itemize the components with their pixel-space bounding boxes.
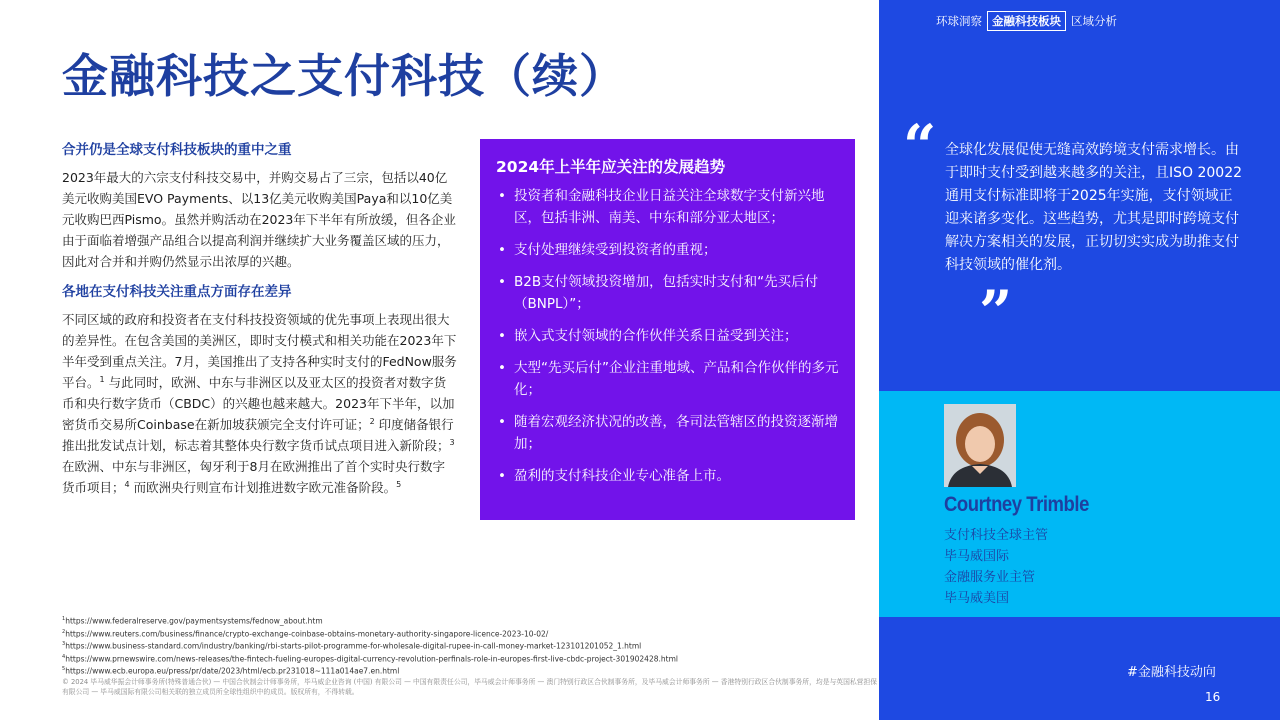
- body-part: 与此同时，欧洲、中东与非洲区以及亚太区的投资者对数字货币和央行数字货币（CBDC）的兴趣也越来越大。2023年下半年，以加密货币交易所Coinbase在新加坡获颁完全支付许可证；: [62, 375, 455, 432]
- trend-item: • 大型“先买后付”企业注重地域、产品和合作伙伴的多元化；: [496, 357, 839, 401]
- right-panel: [879, 0, 1280, 720]
- person-role: 金融服务业主管: [944, 570, 1036, 585]
- trend-item: • 投资者和金融科技企业日益关注全球数字支付新兴地区，包括非洲、南美、中东和部分亚太地区；: [496, 185, 839, 229]
- footnote: [62, 639, 862, 652]
- nav-item-fintech-sector[interactable]: 金融科技板块: [987, 11, 1066, 31]
- section-nav: [933, 11, 1120, 31]
- section-body-consolidation: 2023年最大的六宗支付科技交易中，并购交易占了三宗，包括以40亿美元收购美国EVO Payments、以13亿美元收购美国Paya和以10亿美元收购巴西Pismo。虽然并购活动在2023年下半年有所放缓，但各企业由于面临着增强产品组合以提高利润并继续扩大业务覆盖区域的压力，因此对合并和并购仍然显示出浓厚的兴趣。: [62, 170, 456, 269]
- nav-item-global-insights[interactable]: 环球洞察: [936, 14, 982, 28]
- copyright-notice: © 2024 毕马威华振会计师事务所(特殊普通合伙) — 中国合伙制会计师事务所，毕马威企业咨询 (中国) 有限公司 — 中国有限责任公司，毕马威会计师事务所 — 澳门特别行政区合伙制事务所，及毕马威会计师事务所 — 香港特别行政区合伙制事务所，均是与英国私营担保有限公司 — 毕马威国际有限公司相关联的独立成员所全球性组织中的成员。版权所有，不得转载。: [62, 678, 878, 696]
- footnote-ref[interactable]: 5: [396, 479, 402, 489]
- footnote: [62, 652, 862, 665]
- footnote-link[interactable]: https://www.reuters.com/business/finance/crypto-exchange-coinbase-obtains-monetary-authority-singapore-licence-2023-10-02/: [65, 629, 549, 638]
- left-column: [62, 138, 457, 506]
- trend-item: • 嵌入式支付领域的合作伙伴关系日益受到关注；: [496, 325, 839, 347]
- section-heading-regional: 各地在支付科技关注重点方面存在差异: [62, 284, 292, 300]
- section-body-regional: [62, 309, 457, 498]
- person-role: 支付科技全球主管: [944, 528, 1049, 543]
- person-roles: [944, 525, 1048, 609]
- footnote-number: 1: [62, 616, 66, 622]
- quote-close-icon: ”: [979, 278, 1013, 346]
- footnote: [62, 614, 862, 627]
- body-part: 不同区域的政府和投资者在支付科技投资领域的优先事项上表现出很大的差异性。在包含美国的美洲区，即时支付模式和相关功能在2023年下半年受到重点关注。7月，美国推出了支持各种实时支付的FedNow服务平台。: [62, 312, 457, 390]
- trend-item: • 盈利的支付科技企业专心准备上市。: [496, 465, 839, 487]
- footnote-ref[interactable]: 4: [124, 479, 130, 489]
- page-number: 16: [1205, 690, 1221, 704]
- footnote: [62, 664, 862, 677]
- footnote-number: 3: [62, 641, 66, 647]
- footnote-ref[interactable]: 1: [99, 374, 105, 384]
- footnote: [62, 627, 862, 640]
- footnote-link[interactable]: https://www.prnewswire.com/news-releases/the-fintech-fueling-europes-digital-currency-revolution-perfinals-role-in-europes-first-live-cbdc-project-301902428.html: [65, 654, 678, 663]
- hashtag-link[interactable]: #金融科技动向: [1127, 665, 1216, 680]
- footnote-ref[interactable]: 2: [369, 416, 375, 426]
- trends-list: [496, 185, 839, 487]
- footnote-link[interactable]: https://www.business-standard.com/industry/banking/rbi-starts-pilot-programme-for-wholesale-digital-rupee-in-call-money-market-123101201052_1.html: [65, 641, 642, 651]
- body-part: 在欧洲、中东与非洲区，匈牙利于8月在欧洲推出了首个实时央行数字货币项目；: [62, 459, 445, 495]
- section-heading-consolidation: 合并仍是全球支付科技板块的重中之重: [62, 142, 292, 158]
- trend-item: • B2B支付领域投资增加，包括实时支付和“先买后付（BNPL）”；: [496, 271, 839, 315]
- trend-item: • 随着宏观经济状况的改善，各司法管辖区的投资逐渐增加；: [496, 411, 839, 455]
- trends-title: 2024年上半年应关注的发展趋势: [496, 158, 726, 176]
- trends-box: [480, 139, 855, 520]
- quote-text: 全球化发展促使无缝高效跨境支付需求增长。由于即时支付受到越来越多的关注，且ISO 20022通用支付标准即将于2025年实施，支付领域正迎来诸多变化。这些趋势，尤其是即时跨境支付解决方案相关的发展，正切切实实成为助推支付科技领域的催化剂。: [945, 142, 1243, 273]
- person-role: 毕马威美国: [944, 591, 1010, 606]
- body-part: 而欧洲央行则宣布计划推进数字欧元准备阶段。: [129, 480, 397, 495]
- footnote-number: 5: [62, 666, 66, 672]
- footnote-ref[interactable]: 3: [449, 437, 455, 447]
- trend-item: • 支付处理继续受到投资者的重视；: [496, 239, 839, 261]
- page-title: 金融科技之支付科技（续）: [62, 49, 626, 103]
- body-part: 印度储备银行推出批发试点计划，标志着其整体央行数字货币试点项目进入新阶段；: [62, 417, 454, 453]
- person-name: Courtney Trimble: [944, 493, 1089, 516]
- quote-open-icon: “: [903, 112, 937, 180]
- nav-item-regional-analysis[interactable]: 区域分析: [1071, 14, 1117, 28]
- profile-band: [879, 391, 1280, 617]
- person-role: 毕马威国际: [944, 549, 1010, 564]
- footnote-link[interactable]: https://www.federalreserve.gov/paymentsystems/fednow_about.htm: [65, 616, 323, 626]
- portrait-icon: [944, 404, 1016, 487]
- footnote-number: 2: [62, 628, 66, 635]
- footnote-number: 4: [62, 653, 66, 660]
- avatar: [944, 404, 1016, 487]
- footnote-link[interactable]: https://www.ecb.europa.eu/press/pr/date/2023/html/ecb.pr231018~111a014ae7.en.html: [65, 666, 400, 676]
- footnotes: [62, 614, 862, 677]
